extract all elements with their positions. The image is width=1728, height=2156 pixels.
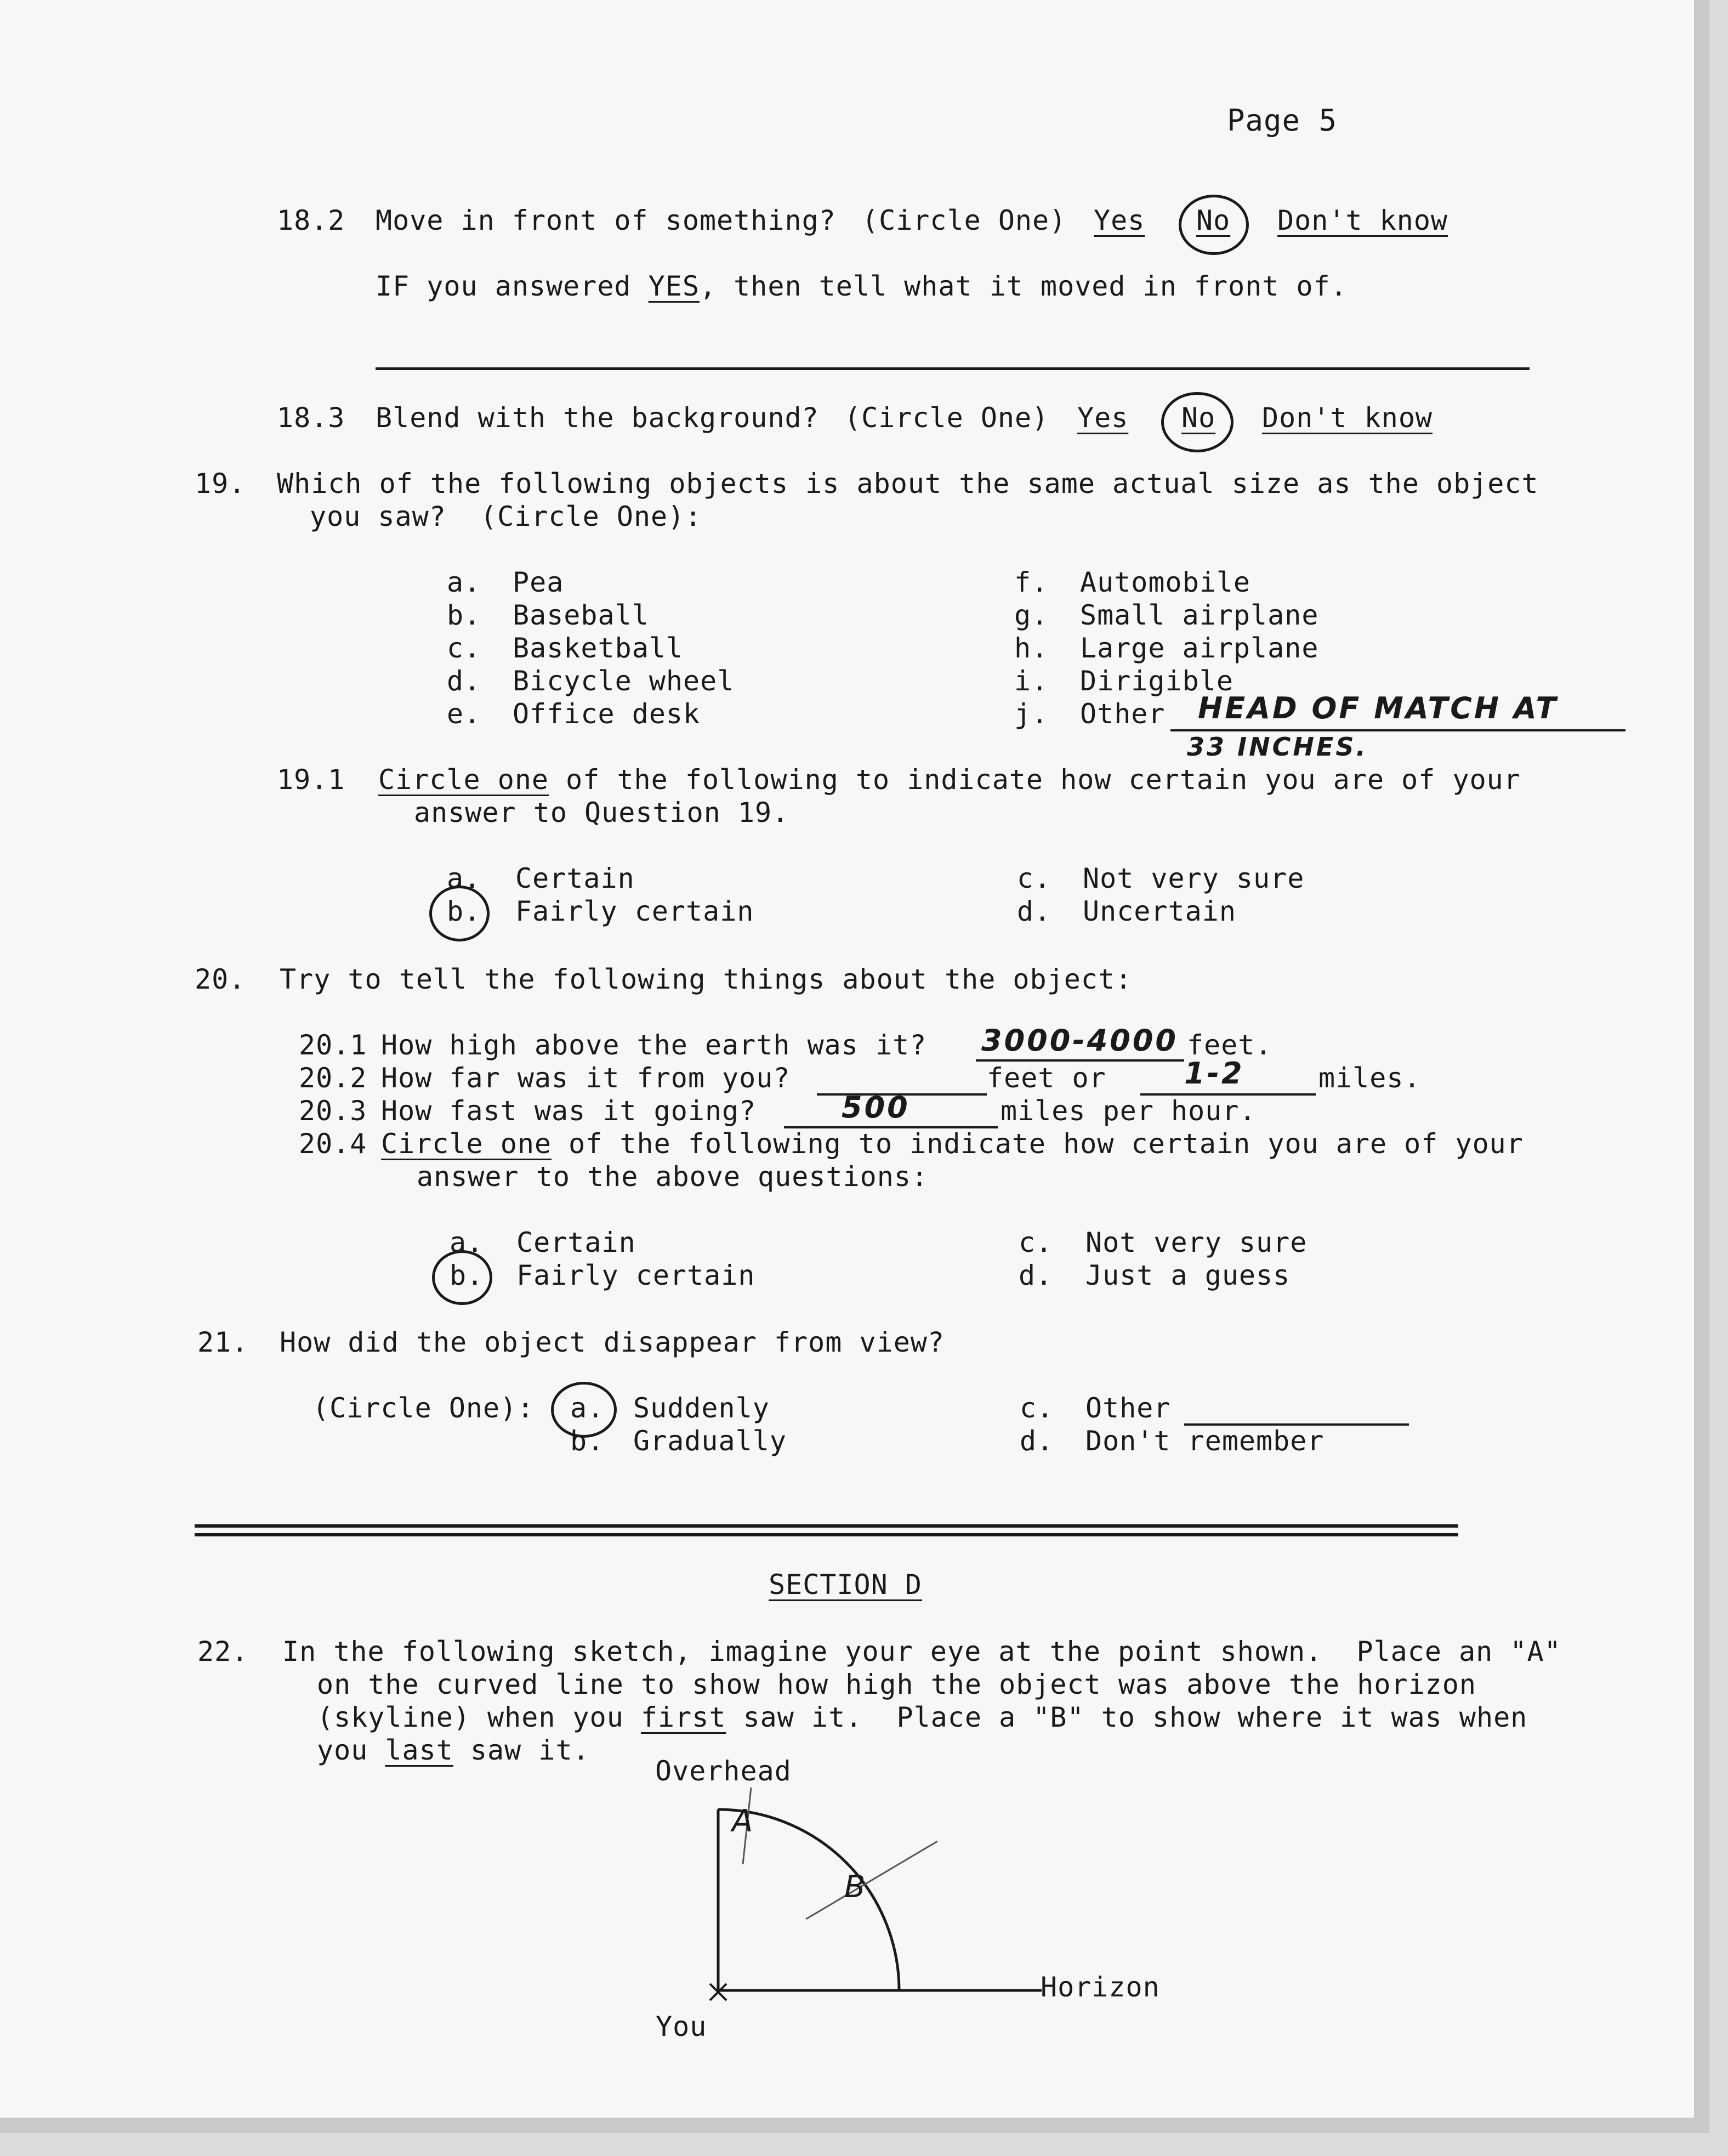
q18-2-circle-one: (Circle One) <box>862 205 1067 236</box>
q20-4-number: 20.4 <box>299 1128 367 1160</box>
q21-option-c[interactable]: Other <box>1085 1392 1171 1424</box>
q20-4-selection-circle <box>432 1250 492 1305</box>
q19-1-selection-circle <box>429 886 490 941</box>
q19-number: 19. <box>195 468 246 500</box>
q19-option-c[interactable]: Basketball <box>513 632 684 664</box>
q22-number: 22. <box>197 1636 249 1667</box>
q19-1-option-d[interactable]: Uncertain <box>1083 895 1236 927</box>
sketch-diagram <box>680 1788 1075 2018</box>
q20-4-option-c-letter: c. <box>1019 1227 1053 1258</box>
q19-other-handwritten-1: HEAD OF MATCH AT <box>1198 691 1559 725</box>
q20-number: 20. <box>195 963 246 995</box>
q22-line2: on the curved line to show how high the object was above the horizon <box>317 1669 1476 1700</box>
q20-4-option-c[interactable]: Not very sure <box>1085 1227 1308 1258</box>
q20-4-line1: Circle one of the following to indicate how certain you are of your <box>381 1128 1524 1160</box>
q20-2-unit-miles: miles. <box>1318 1062 1421 1094</box>
section-divider-bottom <box>195 1533 1458 1536</box>
q19-option-e-letter: e. <box>447 698 481 730</box>
q19-1-option-c[interactable]: Not very sure <box>1083 863 1305 894</box>
q18-2-followup: IF you answered YES, then tell what it moved in front of. <box>376 270 1348 302</box>
sketch-mark-b-line <box>806 1841 937 1919</box>
q19-option-c-letter: c. <box>447 632 481 664</box>
q20-1-answer[interactable]: 3000-4000 <box>981 1023 1178 1058</box>
q19-option-h-letter: h. <box>1014 632 1049 664</box>
q18-2-selection-circle <box>1179 195 1249 255</box>
q18-2-text: Move in front of something? <box>376 205 836 236</box>
q21-number: 21. <box>197 1326 249 1358</box>
q18-3-option-dont-know[interactable]: Don't know <box>1262 402 1433 434</box>
sketch-label-overhead: Overhead <box>655 1755 792 1787</box>
q20-4-option-b[interactable]: Fairly certain <box>516 1259 755 1291</box>
q18-3-selection-circle <box>1161 392 1234 452</box>
q19-option-d-letter: d. <box>447 665 481 697</box>
q19-1-option-d-letter: d. <box>1017 895 1051 927</box>
q19-1-number: 19.1 <box>277 764 345 796</box>
sketch-label-horizon: Horizon <box>1041 1971 1160 2003</box>
q19-option-a[interactable]: Pea <box>513 566 564 598</box>
q20-3-unit: miles per hour. <box>1001 1095 1257 1127</box>
q20-2-answer[interactable]: 1-2 <box>1184 1056 1244 1091</box>
sketch-mark-a-glyph: A <box>732 1803 753 1839</box>
q19-1-option-a[interactable]: Certain <box>515 863 635 894</box>
q22-line1: In the following sketch, imagine your eye at the point shown. Place an "A" <box>282 1636 1561 1667</box>
q19-1-option-b[interactable]: Fairly certain <box>515 895 754 927</box>
q20-3-text: How fast was it going? <box>381 1095 757 1127</box>
q18-3-text: Blend with the background? <box>376 402 819 434</box>
q18-3-option-no[interactable]: No <box>1181 402 1216 434</box>
q19-1-option-a-letter: a. <box>447 863 481 894</box>
q19-option-b-letter: b. <box>447 599 481 631</box>
q19-option-f[interactable]: Automobile <box>1080 566 1251 598</box>
q19-option-j[interactable]: Other <box>1080 698 1166 730</box>
q19-option-a-letter: a. <box>447 566 481 598</box>
q20-2-text: How far was it from you? <box>381 1062 791 1094</box>
q19-option-f-letter: f. <box>1014 566 1049 598</box>
q19-option-h[interactable]: Large airplane <box>1080 632 1319 664</box>
q19-other-handwritten-2: 33 INCHES. <box>1187 732 1368 762</box>
q22-line4: you last saw it. <box>317 1734 590 1766</box>
q21-option-d-letter: d. <box>1020 1425 1054 1457</box>
q19-option-b[interactable]: Baseball <box>513 599 649 631</box>
q20-3-answer[interactable]: 500 <box>842 1090 910 1125</box>
q20-1-unit: feet. <box>1187 1029 1272 1061</box>
q20-4-option-b-letter: b. <box>450 1259 484 1291</box>
sketch-mark-b-glyph: B <box>844 1869 866 1905</box>
q19-option-e[interactable]: Office desk <box>513 698 701 730</box>
q21-option-d[interactable]: Don't remember <box>1085 1425 1325 1457</box>
q19-option-i[interactable]: Dirigible <box>1080 665 1234 697</box>
q18-2-option-dont-know[interactable]: Don't know <box>1277 205 1448 236</box>
q18-3-option-yes[interactable]: Yes <box>1077 402 1129 434</box>
q21-option-c-letter: c. <box>1020 1392 1054 1424</box>
q21-option-b-letter: b. <box>570 1425 605 1457</box>
q19-option-d[interactable]: Bicycle wheel <box>513 665 735 697</box>
sketch-label-you: You <box>656 2011 707 2042</box>
q18-2-number: 18.2 <box>277 205 345 236</box>
q20-4-option-a[interactable]: Certain <box>516 1227 636 1258</box>
q20-2-unit-feet: feet or <box>987 1062 1106 1094</box>
q18-3-circle-one: (Circle One) <box>844 402 1049 434</box>
q20-3-number: 20.3 <box>299 1095 367 1127</box>
q19-option-i-letter: i. <box>1014 665 1049 697</box>
q20-4-option-a-letter: a. <box>450 1227 484 1258</box>
q18-2-answer-line[interactable] <box>376 367 1530 370</box>
q21-option-b[interactable]: Gradually <box>633 1425 787 1457</box>
q19-option-g-letter: g. <box>1014 599 1049 631</box>
q19-line1: Which of the following objects is about the same actual size as the object <box>277 468 1539 500</box>
q19-1-line1: Circle one of the following to indicate how certain you are of your <box>378 764 1521 796</box>
q19-line2: you saw? (Circle One): <box>310 501 702 532</box>
q20-text: Try to tell the following things about the object: <box>280 963 1133 995</box>
q21-option-a-letter: a. <box>570 1392 605 1424</box>
section-heading: SECTION D <box>769 1569 922 1601</box>
q21-option-a[interactable]: Suddenly <box>633 1392 770 1424</box>
q20-4-line2: answer to the above questions: <box>417 1161 929 1193</box>
page-number: Page 5 <box>1227 103 1338 138</box>
q20-4-option-d-letter: d. <box>1019 1259 1053 1291</box>
q18-2-option-no[interactable]: No <box>1196 205 1231 236</box>
q18-2-option-yes[interactable]: Yes <box>1094 205 1145 236</box>
q20-1-number: 20.1 <box>299 1029 367 1061</box>
q22-line3: (skyline) when you first saw it. Place a "B" to show where it was when <box>317 1701 1528 1733</box>
q20-1-text: How high above the earth was it? <box>381 1029 927 1061</box>
q19-1-option-c-letter: c. <box>1017 863 1051 894</box>
q20-4-option-d[interactable]: Just a guess <box>1085 1259 1291 1291</box>
q19-1-line2: answer to Question 19. <box>414 797 789 829</box>
section-divider-top <box>195 1524 1458 1528</box>
q18-3-number: 18.3 <box>277 402 345 434</box>
q19-1-option-b-letter: b. <box>447 895 481 927</box>
q21-text: How did the object disappear from view? <box>280 1326 945 1358</box>
q19-option-j-letter: j. <box>1014 698 1049 730</box>
q21-circle-one: (Circle One): <box>312 1392 535 1424</box>
q19-option-g[interactable]: Small airplane <box>1080 599 1319 631</box>
q20-2-number: 20.2 <box>299 1062 367 1094</box>
